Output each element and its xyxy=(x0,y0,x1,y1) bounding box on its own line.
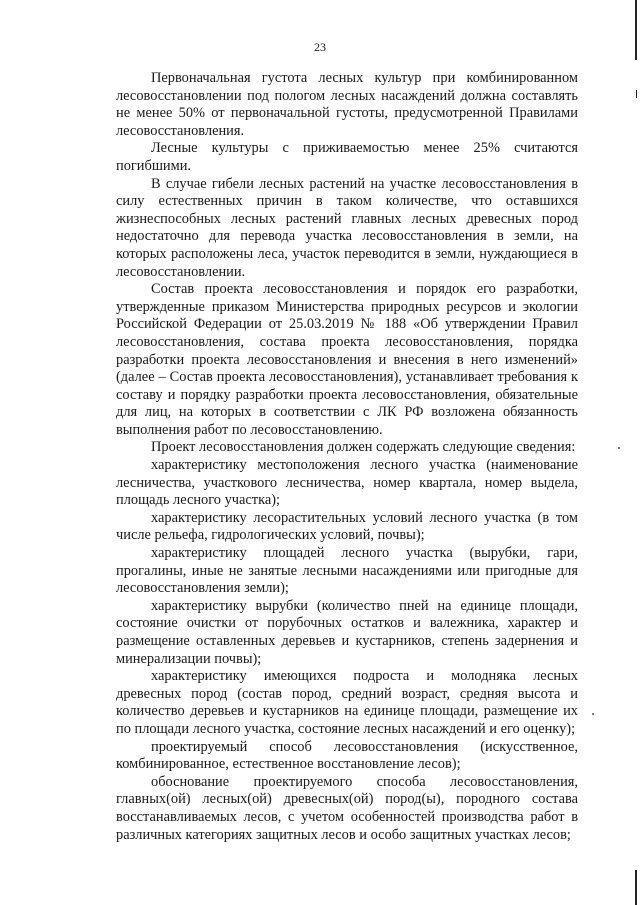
scan-edge-mark xyxy=(636,90,637,98)
list-item: характеристику лесорастительных условий лесного участка (в том числе рельефа, гидрологических условий, почвы); xyxy=(116,509,578,544)
scan-speck xyxy=(618,447,620,449)
list-item: проектируемый способ лесовосстановления (искусственное, комбинированное, естественное восстановление лесов); xyxy=(116,738,578,773)
list-item: характеристику местоположения лесного участка (наименование лесничества, участкового лесничества, номер квартала, номер выдела, площадь лесного участка); xyxy=(116,457,578,509)
paragraph: Проект лесовосстановления должен содержать следующие сведения: xyxy=(151,439,576,456)
scan-edge-mark xyxy=(635,0,637,60)
scan-speck xyxy=(592,713,594,715)
page-number: 23 xyxy=(314,40,326,54)
paragraph: Первоначальная густота лесных культур при комбинированном лесовосстановлении под пологом лесных насаждений должна составлять не менее 50% от первоначальной густоты, предусмотренной Правилами лесовосстановления. xyxy=(116,70,578,139)
list-item: характеристику вырубки (количество пней на единице площади, состояние очистки от порубочных остатков и валежника, характер и размещение оставленных деревьев и кустарников, степень задернения и минерализации почвы); xyxy=(116,597,578,667)
body-text xyxy=(116,70,578,844)
list-item: характеристику имеющихся подроста и молодняка лесных древесных пород (состав пород, средний возраст, средняя высота и количество деревьев и кустарников на единице площади, размещение их по площади лесного участка, состояние лесных насаждений и его оценку); xyxy=(116,668,578,737)
paragraph: Лесные культуры с приживаемостью менее 25% считаются погибшими. xyxy=(116,140,578,174)
list-item: характеристику площадей лесного участка (вырубки, гари, прогалины, иные не занятые лесными насаждениями или пригодные для лесовосстановления земли); xyxy=(116,545,578,597)
scan-edge-mark xyxy=(635,870,637,905)
list-item: обоснование проектируемого способа лесовосстановления, главных(ой) лесных(ой) древесных(ой) пород(ы), породного состава восстанавливаемых лесов, с учетом особенностей производства работ в различных категориях защитных лесов и особо защитных участках лесов; xyxy=(116,773,578,843)
paragraph: В случае гибели лесных растений на участке лесовосстановления в силу естественных причин в таком количестве, что оставшихся жизнеспособных лесных растений главных лесных древесных пород недостаточно для перевода участка лесовосстановления в земли, на которых расположены леса, участок переводится в земли, нуждающиеся в лесовосстановлении. xyxy=(116,175,578,280)
paragraph: Состав проекта лесовосстановления и порядок его разработки, утвержденные приказом Министерства природных ресурсов и экологии Российской Федерации от 25.03.2019 № 188 «Об утверждении Правил лесовосстановления, состава проекта лесовосстановления, порядка разработки проекта лесовосстановления и внесения в него изменений» (далее – Состав проекта лесовосстановления), устанавливает требования к составу и порядку разработки проекта лесовосстановления, обязательные для лиц, на которых в соответствии с ЛК РФ возложена обязанность выполнения работ по лесовосстановлению. xyxy=(116,281,578,438)
